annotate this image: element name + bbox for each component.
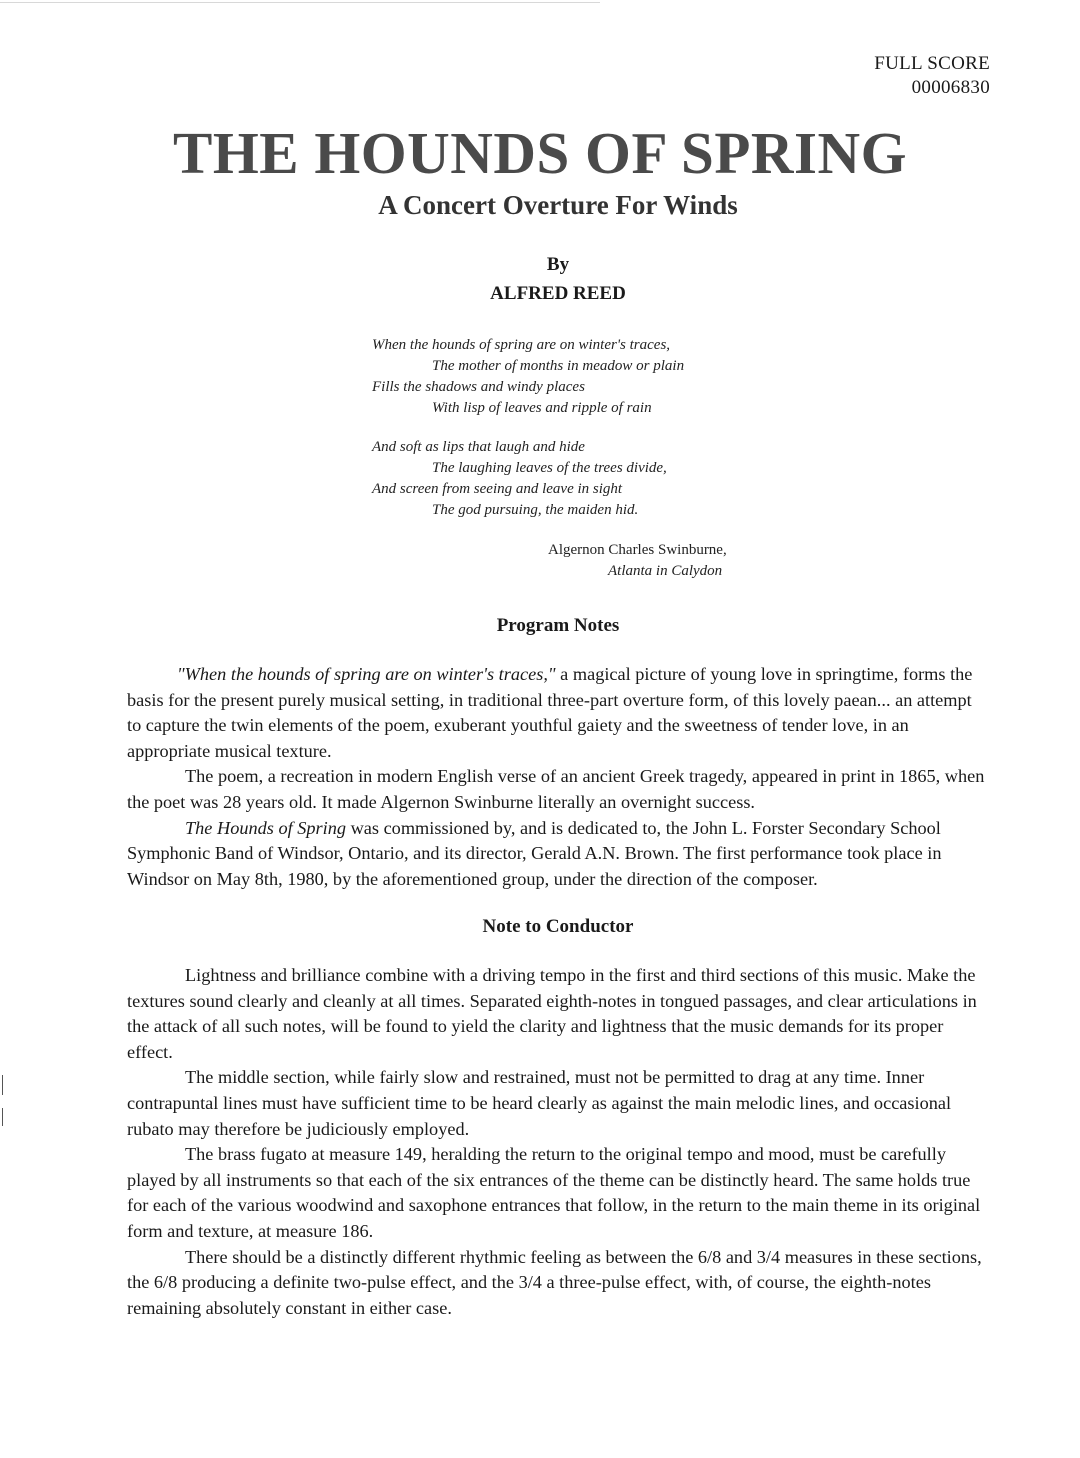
program-notes-heading: Program Notes: [496, 615, 620, 636]
conductor-notes-paragraph: The middle section, while fairly slow and restrained, must not be permitted to drag at any time. Inner contrapuntal lines must have sufficient time to be heard clearly as against the main melodic lines, and occasional rubato may therefore be judiciously employed.: [127, 1067, 952, 1139]
left-edge-mark: [2, 1075, 3, 1095]
conductor-notes-paragraph: There should be a distinctly different rhythmic feeling as between the 6/8 and 3/4 measures in these sections, the 6/8 producing a definite two-pulse effect, and the 3/4 a three-pulse effect, with, of course, the eighth-notes remaining absolutely constant in either case.: [127, 1246, 982, 1318]
program-notes-paragraph: The Hounds of Spring was commissioned by, and is dedicated to, the John L. Forster Secondary School Symphonic Band of Windsor, Ontario, and its director, Gerald A.N. Brown. The first performance took place in Windsor on May 8th, 1980, by the aforementioned group, under the direction of the composer.: [127, 817, 942, 889]
poem-line: The mother of months in meadow or plain: [432, 358, 685, 374]
score-type: FULL SCORE: [874, 53, 990, 74]
poem-author: Algernon Charles Swinburne,: [548, 542, 727, 558]
page-subtitle: A Concert Overture For Winds: [378, 190, 738, 220]
poem-stanza-1: [372, 335, 684, 419]
program-notes-body: [127, 662, 989, 892]
program-notes-paragraph: "When the hounds of spring are on winter's traces," a magical picture of young love in springtime, forms the basis for the present purely musical setting, in traditional three-part overture form, of this lovely paean... an attempt to capture the twin elements of the poem, exuberant youthful gaiety and the sweetness of tender love, in an appropriate musical texture.: [127, 664, 973, 761]
catalog-number: 00006830: [911, 77, 990, 98]
conductor-notes-paragraph: Lightness and brilliance combine with a driving tempo in the first and third sections of this music. Make the textures sound clearly and cleanly at all times. Separated eighth-notes in tongued passages, and clear articulations in the attack of all such notes, will be found to yield the clarity and lightness that the music demands for its proper effect.: [127, 965, 977, 1062]
poem-line: And screen from seeing and leave in sight: [372, 481, 623, 497]
poem-line: With lisp of leaves and ripple of rain: [432, 400, 652, 416]
work-title: The Hounds of Spring: [185, 817, 346, 838]
poem-line: When the hounds of spring are on winter's traces,: [372, 337, 671, 353]
score-label: [874, 52, 990, 100]
left-edge-mark: [2, 1108, 3, 1126]
conductor-notes-paragraph: The brass fugato at measure 149, heralding the return to the original tempo and mood, must be carefully played by all instruments so that each of the six entrances of the theme can be distinctly heard. The same holds true for each of the various woodwind and saxophone entrances that follow, in the return to the main theme in its original form and texture, at measure 186.: [127, 1144, 981, 1241]
byline: By: [546, 254, 570, 275]
poem-line: The laughing leaves of the trees divide,: [432, 460, 667, 476]
composer-name: ALFRED REED: [490, 283, 626, 304]
program-notes-paragraph: The poem, a recreation in modern English verse of an ancient Greek tragedy, appeared in print in 1865, when the poet was 28 years old. It made Algernon Swinburne literally an overnight success.: [127, 766, 985, 812]
conductor-notes-body: [127, 963, 989, 1321]
poem-line: And soft as lips that laugh and hide: [372, 439, 585, 455]
poem-line: Fills the shadows and windy places: [372, 379, 585, 395]
top-edge-line: [0, 2, 600, 3]
poem-attribution: [548, 540, 727, 582]
poem-source: Atlanta in Calydon: [608, 563, 723, 579]
conductor-notes-heading: Note to Conductor: [482, 916, 634, 937]
poem-stanza-2: [372, 437, 667, 521]
poem-quote: "When the hounds of spring are on winter's traces,": [177, 664, 556, 684]
page-title: THE HOUNDS OF SPRING: [173, 120, 907, 186]
poem-line: The god pursuing, the maiden hid.: [432, 502, 639, 518]
